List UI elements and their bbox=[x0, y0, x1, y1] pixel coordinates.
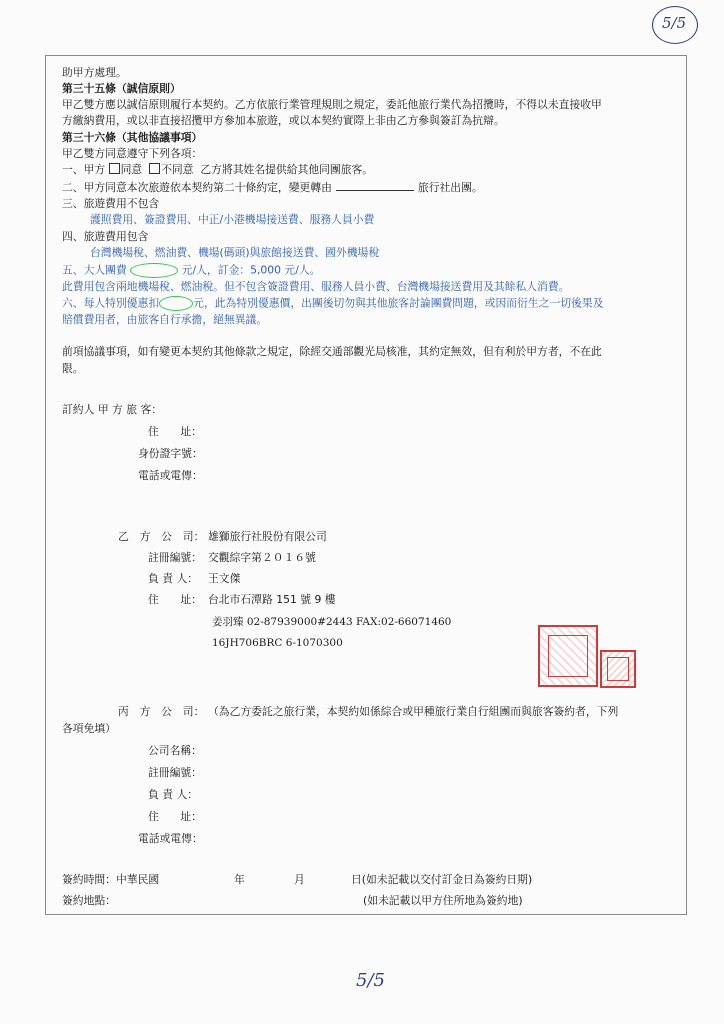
page-mark-bottom: 5/5 bbox=[356, 970, 385, 991]
party-b-company-label: 乙 方 公 司： bbox=[118, 530, 205, 543]
closing-1: 前項協議事項，如有變更本契約其他條款之規定，除經交通部觀光局核准，其約定無效，但有利於甲方者，不在此 bbox=[62, 345, 602, 358]
company-seal-large bbox=[538, 625, 598, 687]
signing-place-note: (如未記載以甲方住所地為簽約地) bbox=[363, 894, 523, 907]
party-a-id-label: 身份證字號： bbox=[138, 447, 203, 460]
article-35-title: 第三十五條（誠信原則） bbox=[62, 82, 181, 95]
item-1-prefix: 一、甲方 bbox=[62, 163, 106, 176]
party-b-address-label: 住 址： bbox=[148, 593, 202, 606]
party-c-address-label: 住 址： bbox=[148, 810, 202, 823]
item-2-prefix: 二、甲方同意本次旅遊依本契約第二十條約定，變更轉由 bbox=[62, 181, 332, 194]
item-5-note: 此費用包含兩地機場稅、燃油稅。但不包含簽證費用、服務人員小費、台灣機場接送費用及其餘私人消費。 bbox=[62, 280, 570, 293]
article-35-body-1: 甲乙雙方應以誠信原則履行本契約。乙方依旅行業管理規則之規定，委託他旅行業代為招攬時，不得以未直接收甲 bbox=[62, 98, 602, 111]
party-a-phone-label: 電話或電傳： bbox=[138, 469, 203, 482]
item-6-suffix: 元，此為特別優惠價，出團後切勿與其他旅客討論團費問題，或因而衍生之一切後果及 bbox=[193, 296, 604, 310]
disagree-checkbox[interactable] bbox=[149, 163, 160, 174]
party-a-address-label: 住 址： bbox=[148, 425, 202, 438]
discount-oval bbox=[159, 296, 193, 311]
party-b-owner-label: 負 責 人： bbox=[148, 572, 199, 585]
article-36-intro: 甲乙雙方同意遵守下列各項： bbox=[62, 147, 203, 160]
item-6-prefix: 六、每人特別優惠扣 bbox=[62, 296, 160, 310]
owner-seal-small bbox=[600, 650, 636, 688]
party-c-company-note: （為乙方委託之旅行業，本契約如係綜合或甲種旅行業自行組團而與旅客簽約者，下列 bbox=[208, 705, 619, 718]
item-6 bbox=[62, 296, 603, 311]
item-4-detail: 台灣機場稅、燃油費、機場(碼頭)與旅館接送費、國外機場稅 bbox=[90, 246, 380, 259]
signing-year: 年 bbox=[234, 873, 245, 886]
party-c-phone-label: 電話或電傳： bbox=[138, 832, 203, 845]
item-3: 三、旅遊費用不包含 bbox=[62, 197, 160, 210]
article-36-title: 第三十六條（其他協議事項） bbox=[62, 131, 203, 144]
party-b-company-value: 雄獅旅行社股份有限公司 bbox=[208, 530, 327, 543]
party-c-owner-label: 負 責 人： bbox=[148, 788, 199, 801]
item-6-line-2: 賠償費用者，由旅客自行承擔，絕無異議。 bbox=[62, 313, 268, 326]
party-c-name-label: 公司名稱： bbox=[148, 744, 202, 757]
party-c-company-note-2: 各項免填） bbox=[62, 722, 116, 735]
item-2 bbox=[62, 180, 483, 195]
item-2-suffix: 旅行社出團。 bbox=[417, 181, 483, 194]
party-b-code: 16JH706BRC 6-1070300 bbox=[212, 637, 343, 649]
party-b-owner-value: 王文傑 bbox=[208, 572, 241, 585]
page-mark-top: 5/5 bbox=[662, 14, 687, 32]
item-5 bbox=[62, 263, 320, 278]
signing-time-label: 簽約時間：中華民國 bbox=[62, 873, 160, 886]
closing-2: 限。 bbox=[62, 362, 84, 375]
adult-fee-oval bbox=[130, 263, 178, 278]
party-b-address-value: 台北市石潭路 151 號 9 樓 bbox=[208, 593, 336, 606]
item-1 bbox=[62, 163, 373, 177]
item-3-detail: 護照費用、簽證費用、中正/小港機場接送費、服務人員小費 bbox=[90, 213, 375, 226]
agree-checkbox[interactable] bbox=[109, 163, 120, 174]
party-b-contact: 姜羽臻 02-87939000#2443 FAX:02-66071460 bbox=[212, 616, 452, 628]
party-b-reg-value: 交觀綜字第２０１６號 bbox=[208, 551, 316, 564]
item-4: 四、旅遊費用包含 bbox=[62, 230, 149, 243]
article-35-body-2: 方繳納費用，或以非直接招攬甲方參加本旅遊，或以本契約實際上非由乙方參與簽訂為抗辯。 bbox=[62, 114, 505, 127]
signing-day-note: 日(如未記載以交付訂金日為簽約日期) bbox=[351, 873, 533, 886]
agree-label: 同意 bbox=[120, 163, 143, 176]
item-5-suffix: 元/人，訂金：5,000 元/人。 bbox=[181, 263, 321, 277]
party-c-company-label: 丙 方 公 司： bbox=[118, 705, 205, 718]
party-c-reg-label: 註冊編號： bbox=[148, 766, 202, 779]
item-5-prefix: 五、大人團費 bbox=[62, 263, 127, 277]
signing-month: 月 bbox=[294, 873, 305, 886]
party-b-reg-label: 註冊編號： bbox=[148, 551, 202, 564]
continuation-text: 助甲方處理。 bbox=[62, 66, 127, 79]
signing-place-label: 簽約地點： bbox=[62, 894, 116, 907]
agency-blank[interactable] bbox=[336, 180, 414, 191]
item-1-suffix: 乙方將其姓名提供給其他同團旅客。 bbox=[200, 163, 374, 176]
party-a-title: 訂約人 甲 方 旅 客： bbox=[62, 403, 163, 416]
disagree-label: 不同意 bbox=[161, 163, 194, 176]
